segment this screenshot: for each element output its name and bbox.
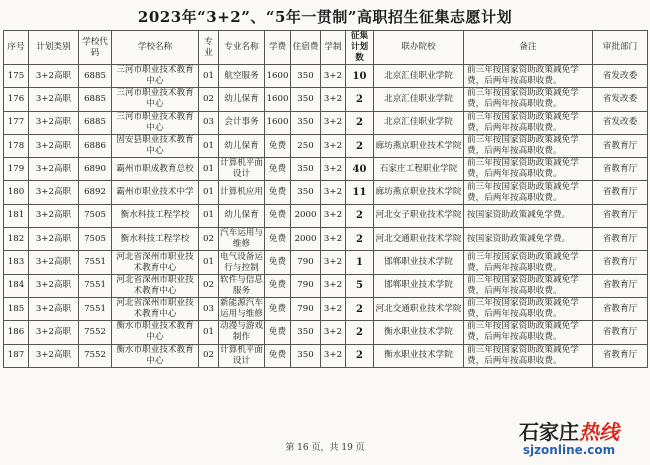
header-major-name: 专业名称 [219, 31, 265, 65]
cell-note: 前三年按国家资助政策减免学费，后两年按高职收费。 [464, 88, 593, 111]
header-system: 学制 [321, 31, 346, 65]
cell-partner: 廊坊燕京职业技术学院 [374, 134, 464, 157]
cell-type: 3+2高职 [29, 297, 79, 320]
cell-system: 3+2 [321, 181, 346, 204]
table-row [4, 134, 648, 157]
table-row [4, 228, 648, 251]
header-major-code: 专业 [199, 31, 219, 65]
cell-partner: 衡水职业技术学院 [374, 344, 464, 367]
cell-school-code: 6886 [79, 134, 112, 157]
cell-partner: 北京汇佳职业学院 [374, 111, 464, 134]
header-lodging: 住宿费 [291, 31, 321, 65]
cell-lodging: 350 [291, 111, 321, 134]
cell-school-code: 7505 [79, 204, 112, 227]
cell-plan: 10 [346, 65, 374, 88]
cell-major-name: 航空服务 [219, 65, 265, 88]
cell-type: 3+2高职 [29, 228, 79, 251]
cell-major-code: 01 [199, 251, 219, 274]
cell-note: 前三年按国家资助政策减免学费，后两年按高职收费。 [464, 274, 593, 297]
cell-partner: 河北交通职业技术学院 [374, 228, 464, 251]
cell-major-code: 01 [199, 204, 219, 227]
table-row [4, 88, 648, 111]
cell-seq: 178 [4, 134, 29, 157]
cell-seq: 181 [4, 204, 29, 227]
cell-system: 3+2 [321, 297, 346, 320]
cell-major-name: 计算机平面设计 [220, 158, 263, 180]
cell-school-name: 河北省深州市职业技术教育中心 [112, 297, 199, 320]
cell-plan: 1 [346, 251, 374, 274]
cell-major-code: 03 [199, 111, 219, 134]
cell-note: 前三年按国家资助政策减免学费，后两年按高职收费。 [464, 65, 593, 88]
cell-dept: 省教育厅 [593, 204, 648, 227]
cell-system: 3+2 [321, 204, 346, 227]
cell-plan: 2 [346, 228, 374, 251]
cell-system: 3+2 [321, 88, 346, 111]
logo-wordmark [494, 421, 644, 443]
cell-school-code: 6885 [79, 65, 112, 88]
cell-major-code: 01 [199, 321, 219, 344]
logo-url: sjzonline.com [522, 443, 616, 457]
cell-dept: 省教育厅 [593, 181, 648, 204]
cell-type: 3+2高职 [29, 65, 79, 88]
cell-school-name: 河北省深州市职业技术教育中心 [112, 251, 199, 274]
table-body [4, 65, 648, 368]
cell-school-code: 7551 [79, 274, 112, 297]
cell-school-code: 7505 [79, 228, 112, 251]
cell-partner: 北京汇佳职业学院 [374, 65, 464, 88]
cell-plan: 40 [346, 158, 374, 181]
cell-school-name: 衡水市职业技术教育中心 [112, 321, 199, 344]
cell-tuition: 1600 [265, 88, 291, 111]
cell-note: 前三年按国家资助政策减免学费，后两年按高职收费。 [464, 297, 593, 320]
cell-lodging: 250 [291, 134, 321, 157]
cell-system: 3+2 [321, 274, 346, 297]
cell-major-code: 01 [199, 134, 219, 157]
cell-major-name: 计算机平面设计 [220, 344, 263, 366]
cell-tuition: 免费 [265, 134, 291, 157]
cell-major-name: 计算机应用 [219, 181, 265, 204]
cell-lodging: 350 [291, 181, 321, 204]
cell-plan: 2 [346, 111, 374, 134]
header-type: 计划类别 [29, 31, 79, 65]
cell-note: 前三年按国家资助政策减免学费，后两年按高职收费。 [464, 111, 593, 134]
cell-type: 3+2高职 [29, 344, 79, 367]
cell-major-code: 03 [199, 297, 219, 320]
cell-dept: 省教育厅 [593, 158, 648, 181]
cell-seq: 187 [4, 344, 29, 367]
cell-plan: 2 [346, 134, 374, 157]
cell-tuition: 1600 [265, 65, 291, 88]
cell-note: 按国家资助政策减免学费。 [464, 228, 593, 251]
cell-major-name: 幼儿保育 [219, 134, 265, 157]
cell-system: 3+2 [321, 251, 346, 274]
cell-major-code: 02 [199, 88, 219, 111]
cell-dept: 省发改委 [593, 88, 648, 111]
table-row [4, 158, 648, 181]
header-school-code: 学校代码 [79, 31, 112, 65]
cell-major-code: 01 [199, 181, 219, 204]
cell-plan: 2 [346, 88, 374, 111]
table-row [4, 181, 648, 204]
logo-hot: 热线 [579, 420, 619, 444]
cell-seq: 182 [4, 228, 29, 251]
cell-plan: 2 [346, 344, 374, 367]
table-row [4, 251, 648, 274]
cell-note: 前三年按国家资助政策减免学费，后两年按高职收费。 [464, 158, 593, 181]
table-row [4, 65, 648, 88]
cell-dept: 省发改委 [593, 65, 648, 88]
cell-type: 3+2高职 [29, 204, 79, 227]
cell-dept: 省教育厅 [593, 134, 648, 157]
cell-lodging: 350 [291, 158, 321, 181]
cell-school-code: 7551 [79, 251, 112, 274]
cell-lodging: 2000 [291, 228, 321, 251]
cell-seq: 183 [4, 251, 29, 274]
cell-system: 3+2 [321, 228, 346, 251]
cell-tuition: 1600 [265, 111, 291, 134]
cell-school-name: 衡水科技工程学校 [112, 228, 199, 251]
table-row [4, 344, 648, 367]
cell-major-name: 会计事务 [219, 111, 265, 134]
header-tuition: 学费 [265, 31, 291, 65]
cell-school-code: 6890 [79, 158, 112, 181]
cell-dept: 省教育厅 [593, 297, 648, 320]
cell-lodging: 790 [291, 297, 321, 320]
cell-major-name: 汽车运用与维修 [220, 228, 263, 250]
cell-school-name: 固安县职业技术教育中心 [112, 134, 199, 157]
header-dept: 审批部门 [593, 31, 648, 65]
cell-tuition: 免费 [265, 158, 291, 181]
cell-seq: 177 [4, 111, 29, 134]
cell-system: 3+2 [321, 158, 346, 181]
cell-partner: 石家庄工程职业学院 [374, 158, 464, 181]
cell-system: 3+2 [321, 65, 346, 88]
cell-dept: 省发改委 [593, 111, 648, 134]
cell-school-name: 三河市职业技术教育中心 [112, 111, 199, 134]
cell-partner: 河北女子职业技术学院 [374, 204, 464, 227]
cell-partner: 邯郸职业技术学院 [374, 251, 464, 274]
cell-plan: 2 [346, 297, 374, 320]
cell-lodging: 350 [291, 344, 321, 367]
cell-major-code: 02 [199, 344, 219, 367]
cell-tuition: 免费 [265, 251, 291, 274]
cell-note: 前三年按国家资助政策减免学费，后两年按高职收费。 [464, 321, 593, 344]
cell-seq: 179 [4, 158, 29, 181]
cell-school-name: 霸州市职成教育总校 [112, 158, 199, 181]
cell-school-name: 三河市职业技术教育中心 [112, 65, 199, 88]
cell-type: 3+2高职 [29, 251, 79, 274]
table-row [4, 111, 648, 134]
cell-type: 3+2高职 [29, 274, 79, 297]
cell-dept: 省教育厅 [593, 228, 648, 251]
cell-note: 按国家资助政策减免学费。 [464, 204, 593, 227]
cell-type: 3+2高职 [29, 321, 79, 344]
cell-school-name: 河北省深州市职业技术教育中心 [112, 274, 199, 297]
cell-partner: 衡水职业技术学院 [374, 321, 464, 344]
cell-tuition: 免费 [265, 297, 291, 320]
cell-school-name: 衡水科技工程学校 [112, 204, 199, 227]
cell-lodging: 790 [291, 274, 321, 297]
cell-seq: 180 [4, 181, 29, 204]
cell-tuition: 免费 [265, 228, 291, 251]
cell-partner: 廊坊燕京职业技术学院 [374, 181, 464, 204]
cell-seq: 185 [4, 297, 29, 320]
cell-major-name: 新能源汽车运用与维修 [220, 298, 263, 320]
cell-major-name: 电气设备运行与控制 [220, 251, 263, 273]
table-row [4, 321, 648, 344]
cell-school-name: 衡水市职业技术教育中心 [112, 344, 199, 367]
plan-table [3, 30, 648, 368]
cell-plan: 2 [346, 204, 374, 227]
logo-main: 石家庄 [519, 420, 579, 444]
table-row [4, 274, 648, 297]
cell-dept: 省教育厅 [593, 251, 648, 274]
cell-system: 3+2 [321, 111, 346, 134]
cell-tuition: 免费 [265, 321, 291, 344]
cell-major-code: 01 [199, 158, 219, 181]
cell-school-code: 7551 [79, 297, 112, 320]
cell-system: 3+2 [321, 344, 346, 367]
cell-major-code: 02 [199, 228, 219, 251]
cell-seq: 186 [4, 321, 29, 344]
cell-lodging: 790 [291, 251, 321, 274]
cell-plan: 5 [346, 274, 374, 297]
cell-dept: 省教育厅 [593, 344, 648, 367]
cell-school-name: 三河市职业技术教育中心 [112, 88, 199, 111]
cell-type: 3+2高职 [29, 88, 79, 111]
cell-type: 3+2高职 [29, 181, 79, 204]
cell-school-code: 6885 [79, 88, 112, 111]
cell-school-code: 7552 [79, 321, 112, 344]
cell-plan: 2 [346, 321, 374, 344]
cell-major-name: 软件与信息服务 [220, 274, 263, 296]
cell-major-name: 动漫与游戏制作 [220, 321, 263, 343]
cell-partner: 北京汇佳职业学院 [374, 88, 464, 111]
cell-plan: 11 [346, 181, 374, 204]
cell-tuition: 免费 [265, 344, 291, 367]
cell-note: 前三年按国家资助政策减免学费，后两年按高职收费。 [464, 344, 593, 367]
cell-major-code: 01 [199, 65, 219, 88]
cell-seq: 184 [4, 274, 29, 297]
cell-partner: 河北交通职业技术学院 [374, 297, 464, 320]
cell-lodging: 350 [291, 88, 321, 111]
cell-tuition: 免费 [265, 181, 291, 204]
cell-system: 3+2 [321, 321, 346, 344]
cell-system: 3+2 [321, 134, 346, 157]
cell-lodging: 2000 [291, 204, 321, 227]
cell-lodging: 350 [291, 65, 321, 88]
cell-lodging: 350 [291, 321, 321, 344]
cell-major-name: 幼儿保育 [219, 88, 265, 111]
cell-type: 3+2高职 [29, 158, 79, 181]
header-seq: 序号 [4, 31, 29, 65]
table-row [4, 297, 648, 320]
cell-major-code: 02 [199, 274, 219, 297]
site-logo [494, 421, 644, 461]
table-header-row [4, 31, 648, 65]
cell-school-name: 霸州市职业技术中学 [112, 181, 199, 204]
cell-tuition: 免费 [265, 274, 291, 297]
header-partner: 联办院校 [374, 31, 464, 65]
cell-major-name: 幼儿保育 [219, 204, 265, 227]
cell-note: 前三年按国家资助政策减免学费，后两年按高职收费。 [464, 181, 593, 204]
cell-dept: 省教育厅 [593, 274, 648, 297]
page-title: 2023年“3+2”、“5年一贯制”高职招生征集志愿计划 [137, 8, 513, 26]
cell-seq: 176 [4, 88, 29, 111]
cell-school-code: 6892 [79, 181, 112, 204]
cell-partner: 邯郸职业技术学院 [374, 274, 464, 297]
cell-dept: 省教育厅 [593, 321, 648, 344]
cell-seq: 175 [4, 65, 29, 88]
table-row [4, 204, 648, 227]
cell-type: 3+2高职 [29, 111, 79, 134]
header-school-name: 学校名称 [112, 31, 199, 65]
header-plan: 征集计划数 [346, 31, 374, 65]
header-note: 备注 [464, 31, 593, 65]
cell-type: 3+2高职 [29, 134, 79, 157]
cell-note: 前三年按国家资助政策减免学费，后两年按高职收费。 [464, 251, 593, 274]
cell-note: 前三年按国家资助政策减免学费，后两年按高职收费。 [464, 134, 593, 157]
cell-school-code: 7552 [79, 344, 112, 367]
cell-tuition: 免费 [265, 204, 291, 227]
page-footer: 第 16 页，共 19 页 [285, 443, 365, 453]
cell-school-code: 6885 [79, 111, 112, 134]
